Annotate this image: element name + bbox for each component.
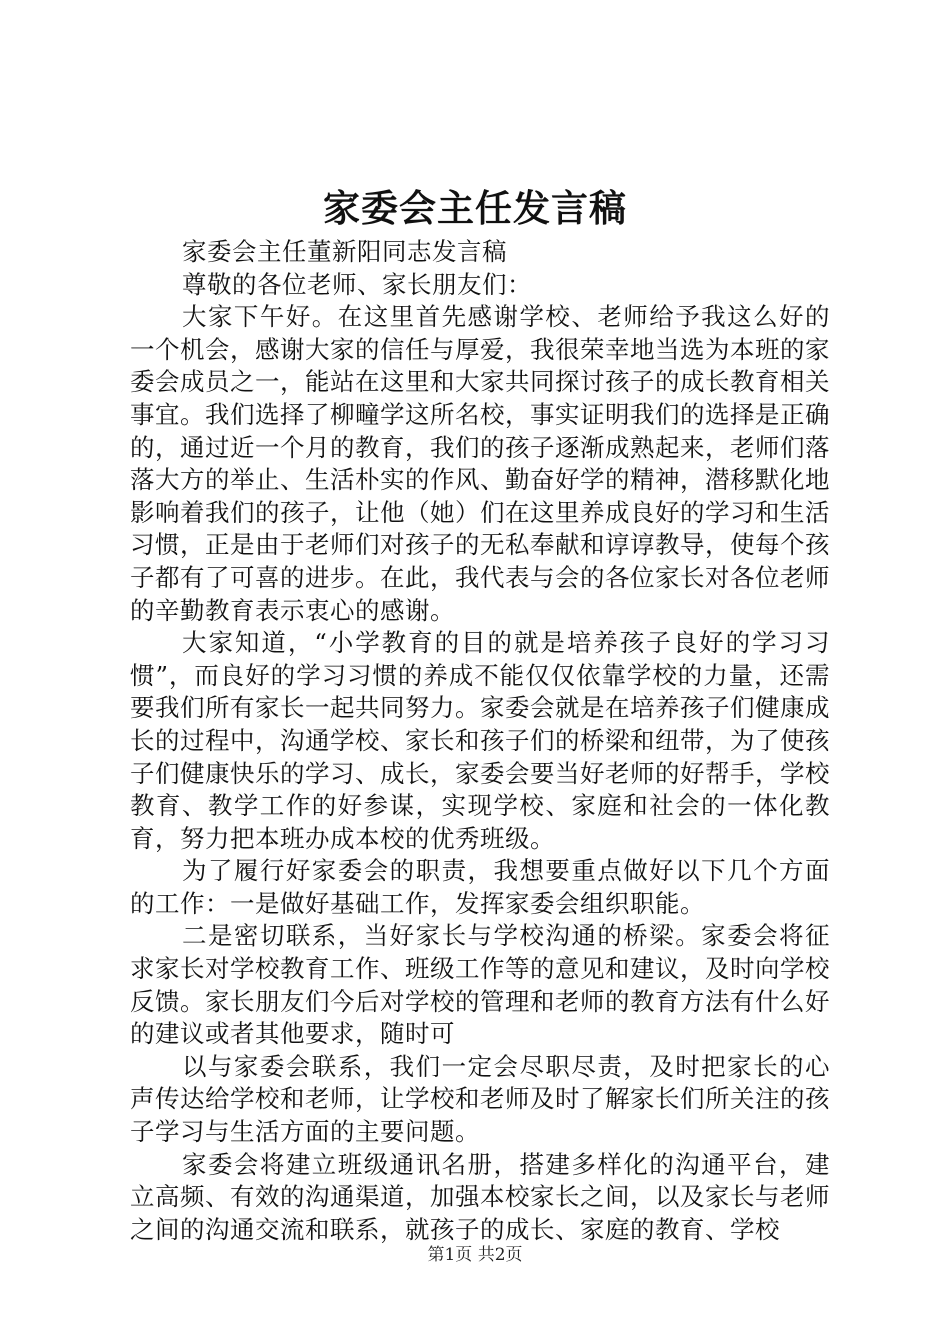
paragraph-duty-two: 二是密切联系，当好家长与学校沟通的桥梁。家委会将征求家长对学校教育工作、班级工作等的意见和建议，及时向学校反馈。家长朋友们今后对学校的管理和老师的教育方法有什么好的建议或者其他要求，随时可 [130, 921, 830, 1049]
page-number-footer: 第1页 共2页 [427, 1245, 523, 1265]
paragraph-purpose: 大家知道，“小学教育的目的就是培养孩子良好的学习习惯”，而良好的学习习惯的养成不能仅仅依靠学校的力量，还需要我们所有家长一起共同努力。家委会就是在培养孩子们健康成长的过程中，沟通学校、家长和孩子们的桥梁和纽带，为了使孩子们健康快乐的学习、成长，家委会要当好老师的好帮手，学校教育、教学工作的好参谋，实现学校、家庭和社会的一体化教育，努力把本班办成本校的优秀班级。 [130, 628, 830, 853]
paragraph-communication: 家委会将建立班级通讯名册，搭建多样化的沟通平台，建立高频、有效的沟通渠道，加强本校家长之间，以及家长与老师之间的沟通交流和联系，就孩子的成长、家庭的教育、学校 [130, 1149, 830, 1244]
paragraph-contact: 以与家委会联系，我们一定会尽职尽责，及时把家长的心声传达给学校和老师，让学校和老师及时了解家长们所关注的孩子学习与生活方面的主要问题。 [130, 1051, 830, 1147]
salutation: 尊敬的各位老师、家长朋友们： [182, 269, 532, 299]
paragraph-duty-one: 为了履行好家委会的职责，我想要重点做好以下几个方面的工作：一是做好基础工作，发挥家委会组织职能。 [130, 856, 830, 918]
paragraph-greeting: 大家下午好。在这里首先感谢学校、老师给予我这么好的一个机会，感谢大家的信任与厚爱，我很荣幸地当选为本班的家委会成员之一，能站在这里和大家共同探讨孩子的成长教育相关事宜。我们选择了柳疃学这所名校，事实证明我们的选择是正确的，通过近一个月的教育，我们的孩子逐渐成熟起来，老师们落落大方的举止、生活朴实的作风、勤奋好学的精神，潜移默化地影响着我们的孩子，让他（她）们在这里养成良好的学习和生活习惯，正是由于老师们对孩子的无私奉献和谆谆教导，使每个孩子都有了可喜的进步。在此，我代表与会的各位家长对各位老师的辛勤教育表示衷心的感谢。 [130, 302, 830, 625]
speaker-line: 家委会主任董新阳同志发言稿 [182, 237, 507, 266]
document-title: 家委会主任发言稿 [323, 186, 627, 230]
document-body [130, 236, 830, 1246]
